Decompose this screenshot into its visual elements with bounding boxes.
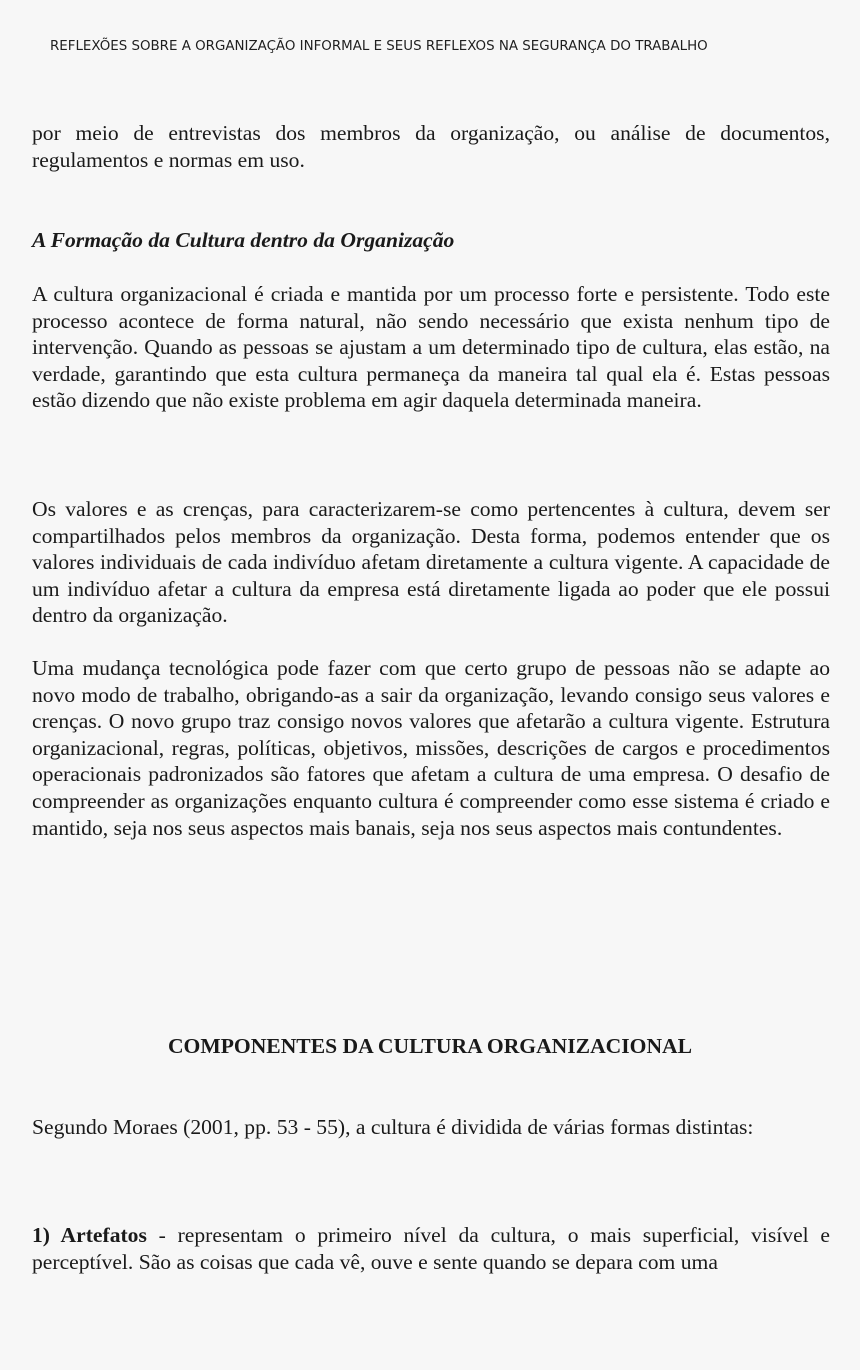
paragraph-artefatos — [32, 1222, 830, 1275]
paragraph-intro: por meio de entrevistas dos membros da organização, ou análise de documentos, regulamentos e normas em uso. — [32, 121, 830, 172]
paragraph-values: Os valores e as crenças, para caracterizarem-se como pertencentes à cultura, devem ser compartilhados pelos membros da organização. Desta forma, podemos entender que os valores individuais de cada indivíduo afetam diretamente a cultura vigente. A capacidade de um indivíduo afetar a cultura da empresa está diretamente ligada ao poder que ele possui dentro da organização. — [32, 497, 830, 628]
running-header: REFLEXÕES SOBRE A ORGANIZAÇÃO INFORMAL E SEUS REFLEXOS NA SEGURANÇA DO TRABALHO — [50, 39, 708, 54]
section-heading: A Formação da Cultura dentro da Organização — [32, 228, 455, 252]
components-heading: COMPONENTES DA CULTURA ORGANIZACIONAL — [167, 1034, 693, 1058]
paragraph-moraes: Segundo Moraes (2001, pp. 53 - 55), a cultura é dividida de várias formas distintas: — [32, 1115, 754, 1139]
artefatos-label: 1) Artefatos — [32, 1223, 147, 1247]
paragraph-formation: A cultura organizacional é criada e mantida por um processo forte e persistente. Todo este processo acontece de forma natural, não sendo necessário que exista nenhum tipo de intervenção. Quando as pessoas se ajustam a um determinado tipo de cultura, elas estão, na verdade, garantindo que esta cultura permaneça da maneira tal qual ela é. Estas pessoas estão dizendo que não existe problema em agir daquela determinada maneira. — [32, 282, 830, 413]
artefatos-text: - representam o primeiro nível da cultura, o mais superficial, visível e perceptível. São as coisas que cada vê, ouve e sente quando se depara com uma — [32, 1223, 830, 1274]
paragraph-change: Uma mudança tecnológica pode fazer com que certo grupo de pessoas não se adapte ao novo modo de trabalho, obrigando-as a sair da organização, levando consigo seus valores e crenças. O novo grupo traz consigo novos valores que afetarão a cultura vigente. Estrutura organizacional, regras, políticas, objetivos, missões, descrições de cargos e procedimentos operacionais padronizados são fatores que afetam a cultura de uma empresa. O desafio de compreender as organizações enquanto cultura é compreender como esse sistema é criado e mantido, seja nos seus aspectos mais banais, seja nos seus aspectos mais contundentes. — [32, 656, 830, 840]
